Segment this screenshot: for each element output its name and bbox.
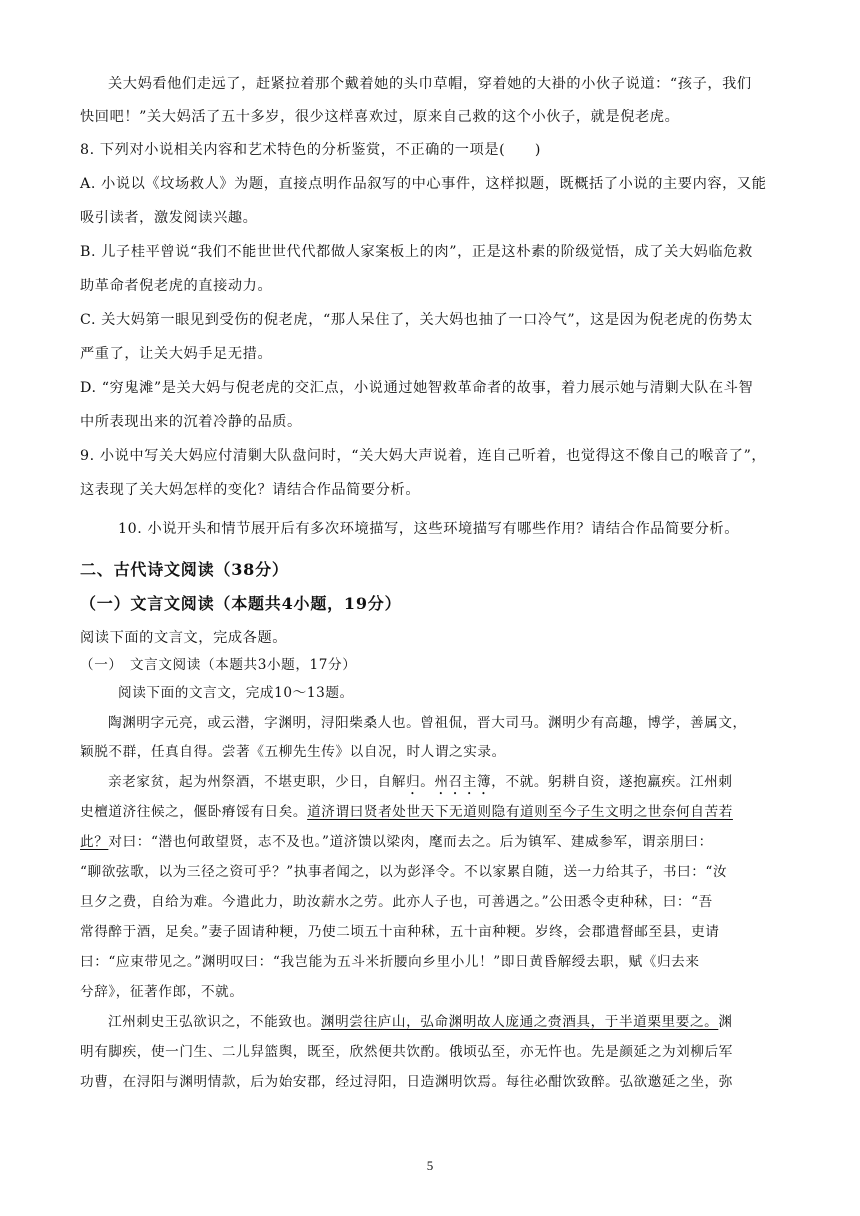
page-number: 5 xyxy=(426,1158,434,1173)
option-d-line: 中所表现出来的沉着冷静的品质。 xyxy=(80,414,302,430)
classical-text-line: 兮辞》，征著作郎，不就。 xyxy=(80,984,244,1000)
emphasized-text: 归。州召 xyxy=(406,774,463,790)
classical-text-line: “聊欲弦歌，以为三径之资可乎？”执事者闻之，以为彭泽令。不以家累自随，送一力给其子，书曰：“汝 xyxy=(80,864,728,880)
emphasized-text: 主簿 xyxy=(462,774,492,790)
classical-text-line: 曰：“应束带见之。”渊明叹曰：“我岂能为五斗米折腰向乡里小儿！”即日黄昏解绶去职，赋《归去来 xyxy=(80,954,700,970)
story-paragraph-line: 快回吧！”关大妈活了五十多岁，很少这样喜欢过，原来自己救的这个小伙子，就是倪老虎。 xyxy=(80,109,680,125)
text-run: 渊 xyxy=(718,1014,733,1030)
classical-text-line xyxy=(108,1012,785,1032)
classical-text-line: 功曹，在浔阳与渊明情款，后为始安郡，经过浔阳，日造渊明饮焉。每往必酣饮致醉。弘欲邀延之坐，弥 xyxy=(80,1074,733,1090)
underlined-sentence: 渊明尝往庐山，弘命渊明故人庞通之赍酒具，于半道栗里要之。 xyxy=(320,1014,719,1030)
story-paragraph-line: 关大妈看他们走远了，赶紧拉着那个戴着她的头巾草帽，穿着她的大褂的小伙子说道：“孩子，我们 xyxy=(108,76,752,92)
option-d-line: D. “穷鬼滩”是关大妈与倪老虎的交汇点，小说通过她智救革命者的故事，着力展示她与清剿大队在斗智 xyxy=(80,380,754,396)
classical-text-line: 明有脚疾，使一门生、二儿舁篮舆，既至，欣然便共饮酌。俄顷弘至，亦无忤也。先是颜延之为刘柳后军 xyxy=(80,1044,733,1060)
text-run: 亲老家贫，起为州祭酒，不堪吏职，少日，自解 xyxy=(108,774,407,790)
classical-text-line: 陶渊明字元亮，或云潜，字渊明，浔阳柴桑人也。曾祖侃，晋大司马。渊明少有高趣，博学，善属文， xyxy=(108,715,747,731)
text-run: ，不就。躬耕自资，遂抱羸疾。江州刺 xyxy=(491,774,733,790)
question-8-stem: 8. 下列对小说相关内容和艺术特色的分析鉴赏，不正确的一项是( ) xyxy=(80,142,541,158)
question-9-stem: 9. 小说中写关大妈应付清剿大队盘问时，“关大妈大声说着，连自己听着，也觉得这不像自己的喉音了”， xyxy=(80,448,767,464)
classical-text-line xyxy=(80,802,785,822)
text-run: 史檀道济往候之，偃卧瘠馁有日矣。 xyxy=(80,804,308,820)
option-c-line: 严重了，让关大妈手足无措。 xyxy=(80,346,273,362)
text-run: 江州刺史王弘欲识之，不能致也。 xyxy=(108,1014,321,1030)
classical-text-line: 颖脱不群，任真自得。尝著《五柳先生传》以自况，时人谓之实录。 xyxy=(80,744,506,760)
question-10-stem: 10. 小说开头和情节展开后有多次环境描写，这些环境描写有哪些作用？请结合作品简要分析。 xyxy=(118,521,739,537)
subsection-heading: （一）文言文阅读（本题共4小题，19分） xyxy=(80,594,402,613)
underlined-sentence: 道济谓曰贤者处世天下无道则隐有道则至今子生文明之世奈何自苦若 xyxy=(307,804,733,820)
classical-text-line: 常得醉于酒，足矣。”妻子固请种粳，乃使二顷五十亩种秫，五十亩种粳。岁终，会郡遣督邮至县，吏请 xyxy=(80,924,720,940)
classical-text-line: 旦夕之费，自给为难。今遣此力，助汝薪水之劳。此亦人子也，可善遇之。”公田悉令吏种秫，曰：“吾 xyxy=(80,894,713,910)
option-b-line: 助革命者倪老虎的直接动力。 xyxy=(80,278,273,294)
instruction-text: 阅读下面的文言文，完成各题。 xyxy=(80,630,288,646)
text-run: 对曰：“潜也何敢望贤，志不及也。”道济馈以梁肉，麾而去之。后为镇军、建威参军，谓亲朋曰： xyxy=(108,834,713,850)
section-heading: 二、古代诗文阅读（38分） xyxy=(80,560,289,579)
question-9-stem: 这表现了关大妈怎样的变化？请结合作品简要分析。 xyxy=(80,482,421,498)
option-a-line: A. 小说以《坟场救人》为题，直接点明作品叙写的中心事件，这样拟题，既概括了小说的主要内容，又能 xyxy=(80,176,767,192)
option-b-line: B. 儿子桂平曾说“我们不能世世代代都做人家案板上的肉”，正是这朴素的阶级觉悟，成了关大妈临危救 xyxy=(80,244,753,260)
instruction-text: 阅读下面的文言文，完成10～13题。 xyxy=(118,685,354,701)
subsection-title: （一） 文言文阅读（本题共3小题，17分） xyxy=(80,657,357,673)
option-a-line: 吸引读者，激发阅读兴趣。 xyxy=(80,210,258,226)
option-c-line: C. 关大妈第一眼见到受伤的倪老虎，“那人呆住了，关大妈也抽了一口冷气”，这是因为倪老虎的伤势太 xyxy=(80,312,753,328)
classical-text-line xyxy=(108,772,785,798)
underlined-sentence: 此？ xyxy=(80,834,109,850)
classical-text-line xyxy=(80,832,785,852)
